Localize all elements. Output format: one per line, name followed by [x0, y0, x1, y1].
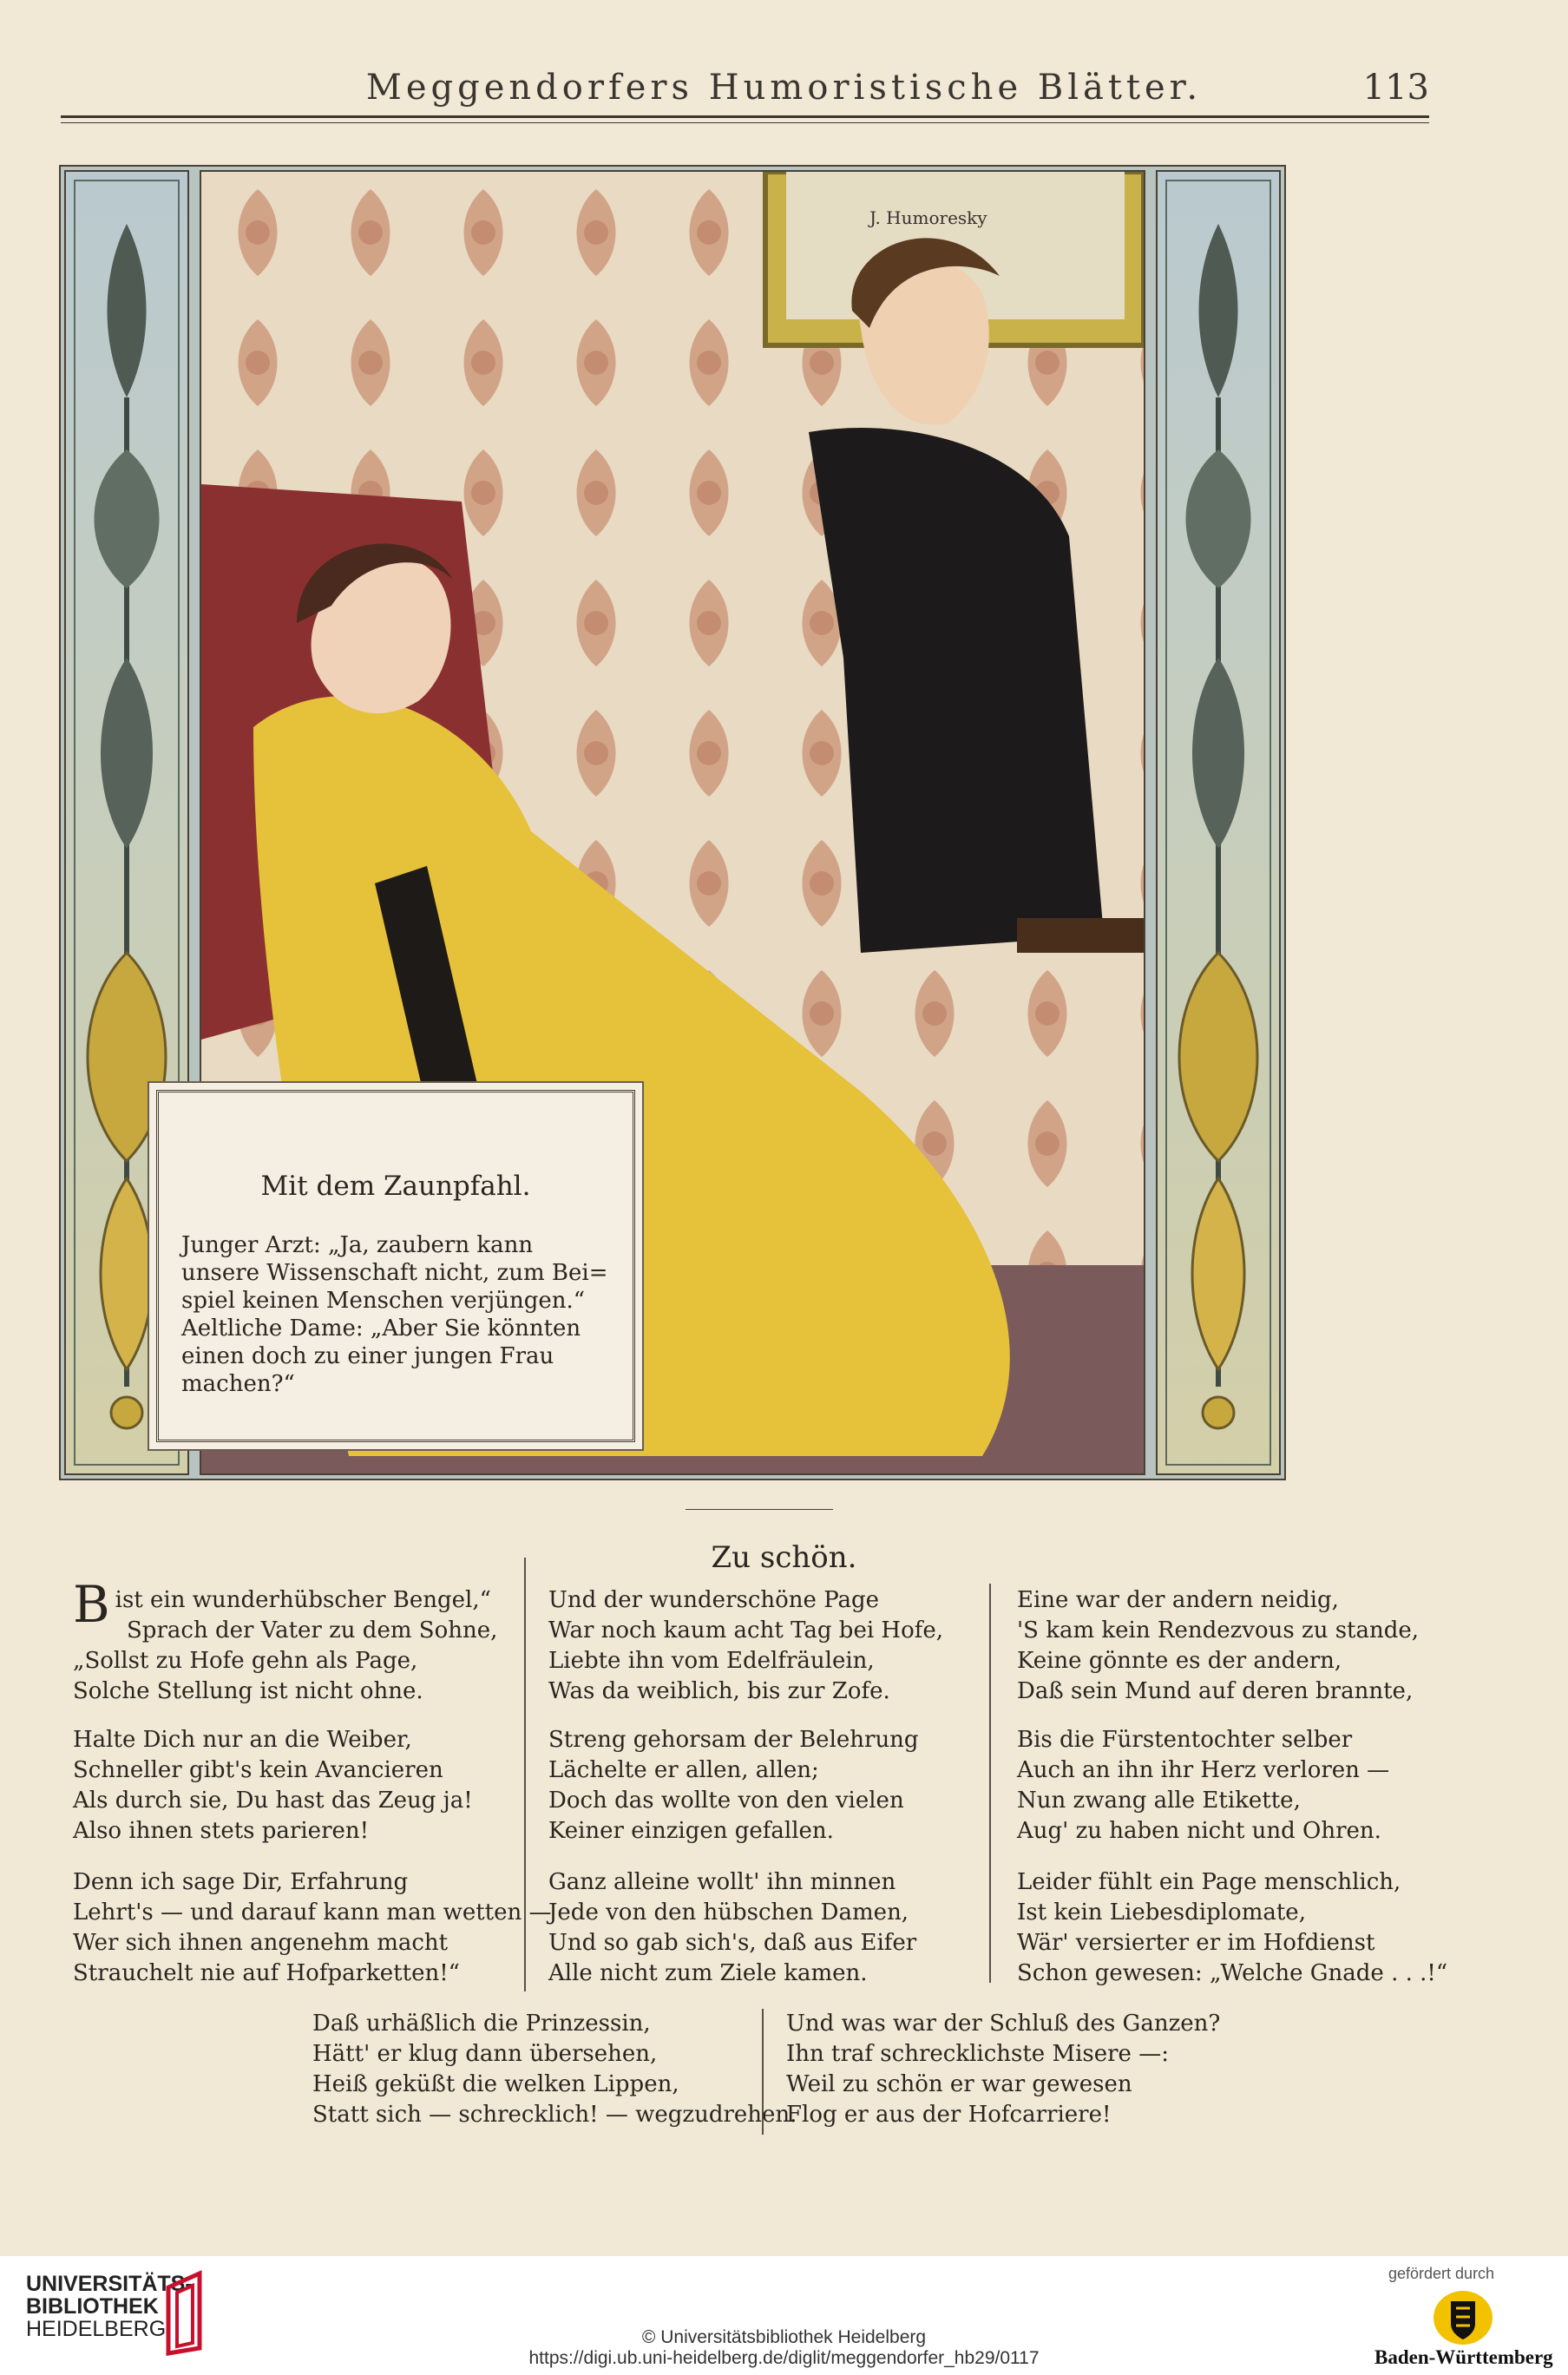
stanza-1-1: Bist ein wunderhübscher Bengel,“ Sprach der Vater zu dem Sohne, „Sollst zu Hofe gehn als Page, Solche Stellung ist nicht ohne. [73, 1575, 498, 1704]
sponsor-name: Baden-Württemberg [1374, 2346, 1553, 2368]
stanza-1-3: Denn ich sage Dir, Erfahrung Lehrt's — und darauf kann man wetten — Wer sich ihnen angenehm macht Strauchelt nie auf Hofparketten!“ [73, 1869, 552, 1986]
stanza-2-3: Ganz alleine wollt' ihn minnen Jede von den hübschen Damen, Und so gab sich's, daß aus Eifer Alle nicht zum Ziele kamen. [548, 1869, 917, 1986]
header-rule-thin [61, 122, 1429, 123]
university-name-line: HEIDELBERG [26, 2317, 167, 2341]
caption-line: machen?“ [181, 1371, 295, 1397]
header-rule [61, 115, 1429, 118]
final-stanza-2: Und was war der Schluß des Ganzen? Ihn traf schrecklichste Misere —: Weil zu schön er war gewesen Flog er aus der Hofcarriere! [786, 2011, 1221, 2128]
sponsor-label: gefördert durch [1388, 2265, 1495, 2282]
caption-title: Mit dem Zaunpfahl. [260, 1171, 531, 1202]
stanza-2-1: Und der wunderschöne Page War noch kaum acht Tag bei Hofe, Liebte ihn vom Edelfräulein, Was da weiblich, bis zur Zofe. [548, 1587, 944, 1704]
baden-wuerttemberg-crest-icon [1432, 2289, 1494, 2346]
ornamental-border-right [1156, 170, 1281, 1475]
stanza-3-1: Eine war der andern neidig, 'S kam kein Rendezvous zu stande, Keine gönnte es der andern, Daß sein Mund auf deren brannte, [1017, 1587, 1420, 1704]
final-stanza-1: Daß urhäßlich die Prinzessin, Hätt' er klug dann übersehen, Heiß geküßt die welken Lippen, Statt sich — schrecklich! — wegzudrehen. [312, 2011, 797, 2128]
caption-box [156, 1090, 635, 1442]
source-url-link[interactable]: https://digi.ub.uni-heidelberg.de/diglit/meggendorfer_hb29/0117 [528, 2348, 1040, 2368]
stanza-3-3: Leider fühlt ein Page menschlich, Ist kein Liebesdiplomate, Wär' versierter er im Hofdienst Schon gewesen: „Welche Gnade . . .!“ [1017, 1869, 1448, 1986]
caption-line: Junger Arzt: „Ja, zaubern kann [181, 1232, 534, 1258]
copyright-notice: © Universitätsbibliothek Heidelberg [641, 2327, 927, 2347]
stanza-3-2: Bis die Fürstentochter selber Auch an ihn ihr Herz verloren — Nun zwang alle Etikette, Aug' zu haben nicht und Ohren. [1017, 1727, 1390, 1844]
caption-line: unsere Wissenschaft nicht, zum Bei= [181, 1260, 608, 1286]
caption-line: Aeltliche Dame: „Aber Sie könnten [181, 1315, 581, 1342]
poem-divider [686, 1509, 833, 1510]
university-name-line: UNIVERSITÄTS- [26, 2272, 193, 2296]
poem-title: Zu schön. [711, 1540, 857, 1575]
column-rule [989, 1584, 991, 1983]
caption-line: einen doch zu einer jungen Frau [181, 1343, 554, 1369]
stanza-2-2: Streng gehorsam der Belehrung Lächelte er allen, allen; Doch das wollte von den vielen Keiner einzigen gefallen. [548, 1727, 919, 1844]
drop-cap: B [73, 1575, 110, 1634]
footer-bar [0, 2256, 1568, 2375]
artist-signature: J. Humoresky [869, 207, 987, 228]
page-number: 113 [1362, 68, 1429, 108]
journal-title: Meggendorfers Humoristische Blätter. [365, 68, 1203, 108]
caption-line: spiel keinen Menschen verjüngen.“ [181, 1288, 586, 1314]
stanza-1-2: Halte Dich nur an die Weiber, Schneller gibt's kein Avancieren Als durch sie, Du hast das Zeug ja! Also ihnen stets parieren! [73, 1727, 473, 1844]
university-name-line: BIBLIOTHEK [26, 2294, 159, 2319]
